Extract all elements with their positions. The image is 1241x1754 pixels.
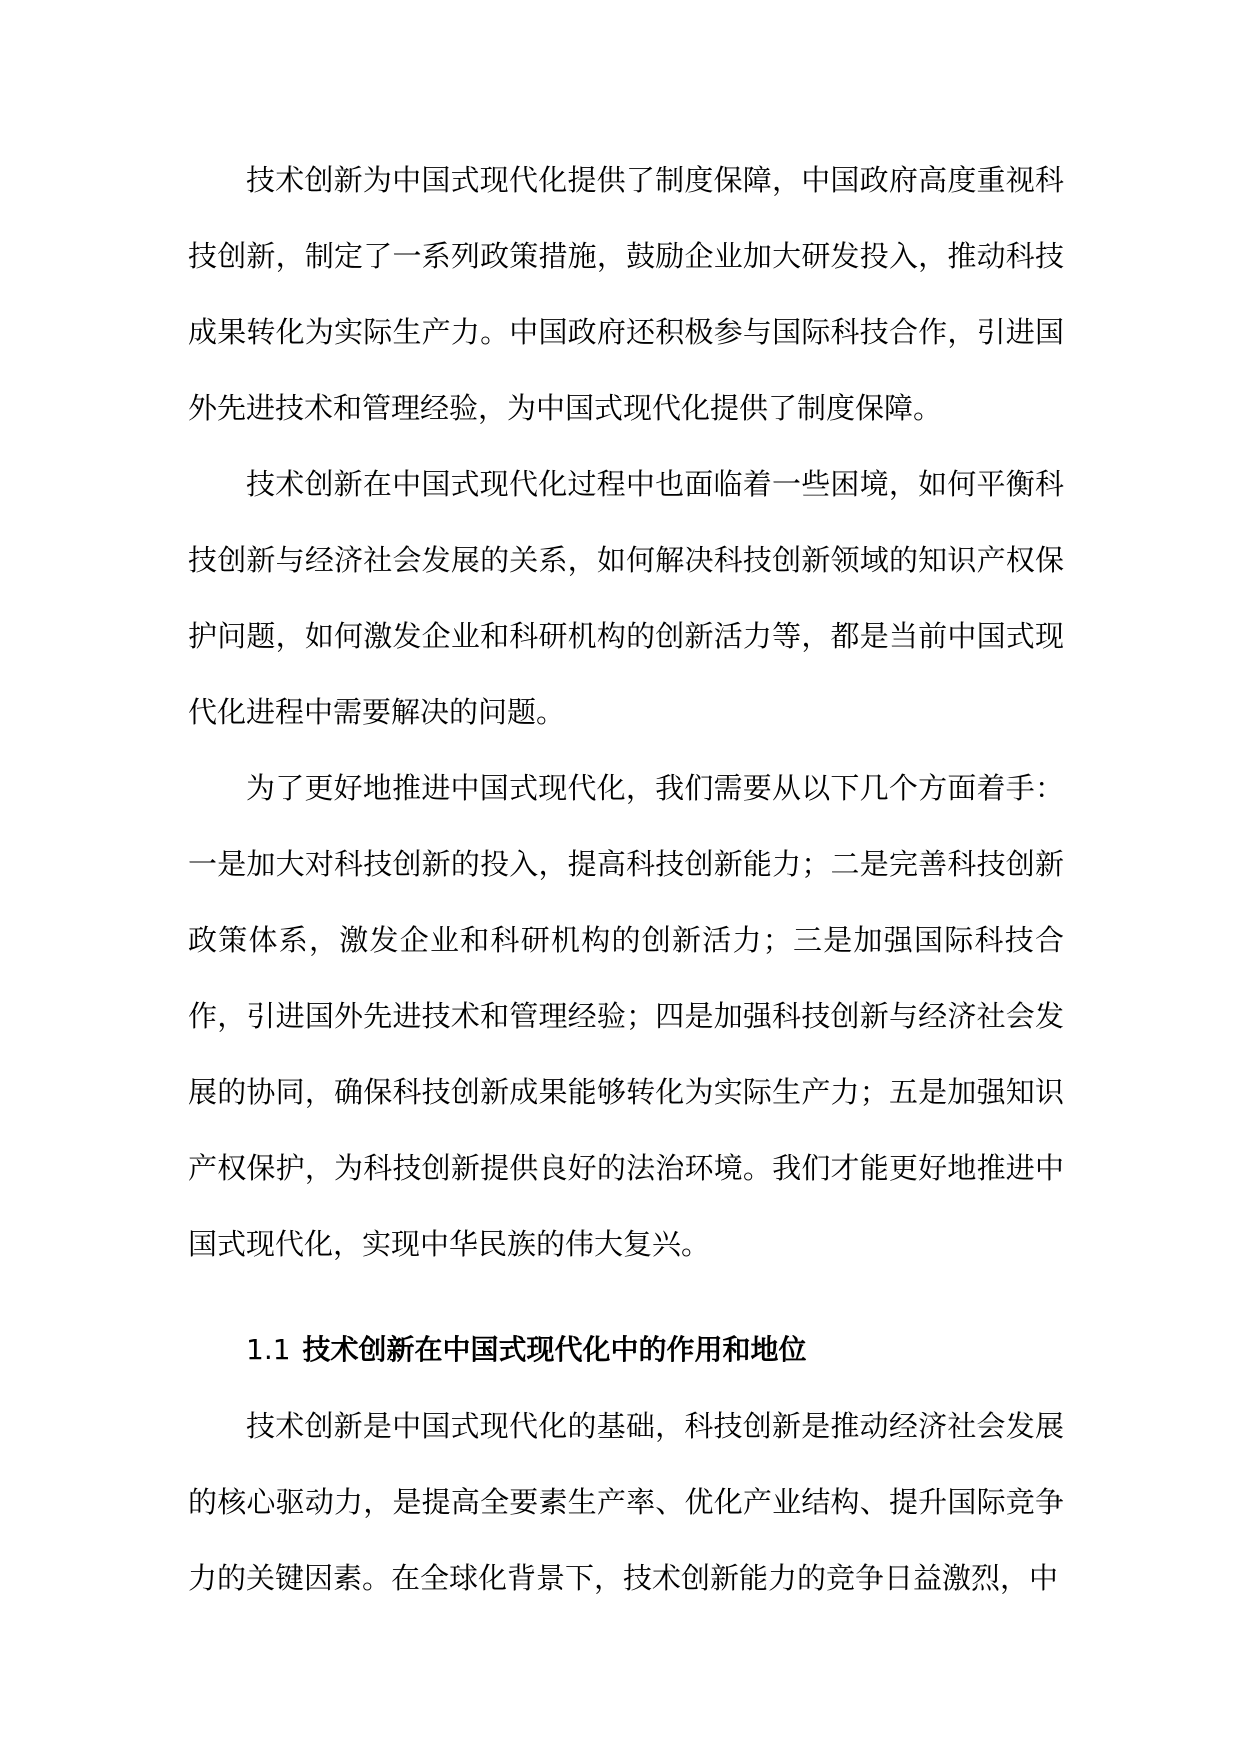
paragraph-foundation: 技术创新是中国式现代化的基础，科技创新是推动经济社会发展的核心驱动力，是提高全要素生产率、优化产业结构、提升国际竞争力的关键因素。在全球化背景下，技术创新能力的竞争日益激烈，中 [188,1409,1064,1595]
section-title: 技术创新在中国式现代化中的作用和地位 [302,1333,807,1366]
body-text [188,142,1064,1616]
section-heading [188,1312,1064,1388]
section-number: 1.1 [246,1333,291,1366]
paragraph-challenges: 技术创新在中国式现代化过程中也面临着一些困境，如何平衡科技创新与经济社会发展的关系，如何解决科技创新领域的知识产权保护问题，如何激发企业和科研机构的创新活力等，都是当前中国式现代化进程中需要解决的问题。 [188,467,1064,729]
paragraph-institutional-guarantee: 技术创新为中国式现代化提供了制度保障，中国政府高度重视科技创新，制定了一系列政策措施，鼓励企业加大研发投入，推动科技成果转化为实际生产力。中国政府还积极参与国际科技合作，引进国外先进技术和管理经验，为中国式现代化提供了制度保障。 [188,163,1064,425]
paragraph-measures: 为了更好地推进中国式现代化，我们需要从以下几个方面着手：一是加大对科技创新的投入，提高科技创新能力；二是完善科技创新政策体系，激发企业和科研机构的创新活力；三是加强国际科技合作，引进国外先进技术和管理经验；四是加强科技创新与经济社会发展的协同，确保科技创新成果能够转化为实际生产力；五是加强知识产权保护，为科技创新提供良好的法治环境。我们才能更好地推进中国式现代化，实现中华民族的伟大复兴。 [188,771,1064,1261]
